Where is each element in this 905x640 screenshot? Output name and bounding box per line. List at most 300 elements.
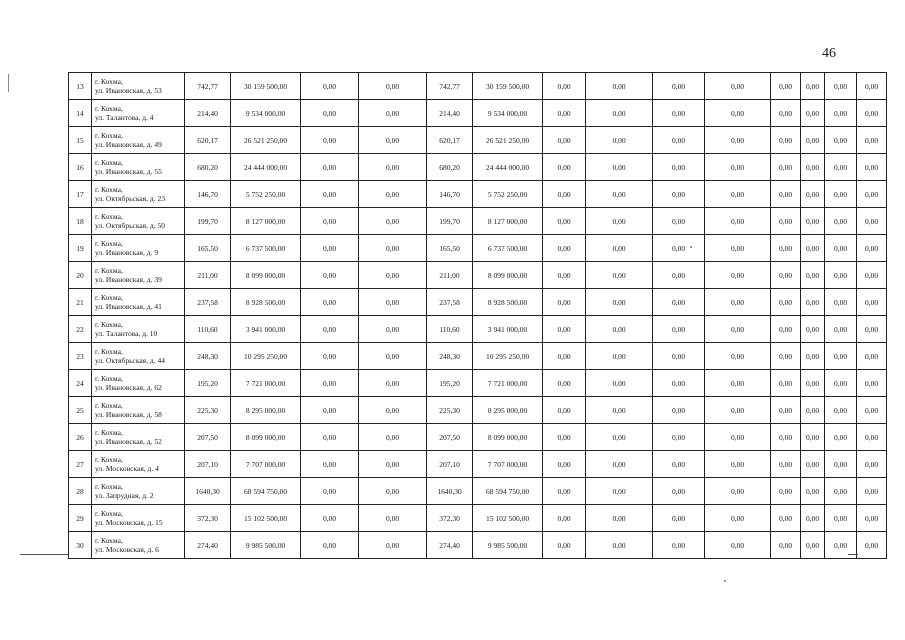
value-cell: 0,00: [705, 370, 771, 397]
value-cell: 0,00: [705, 181, 771, 208]
table-row: [69, 127, 887, 154]
value-cell: 0,00: [586, 532, 653, 559]
value-cell: 0,00: [705, 208, 771, 235]
area-cell: 146,70: [185, 181, 231, 208]
value-cell: 0,00: [301, 451, 359, 478]
value-cell: 0,00: [857, 73, 887, 100]
value-cell: 0,00: [705, 397, 771, 424]
value-cell: 0,00: [543, 316, 586, 343]
value-cell: 0,00: [857, 262, 887, 289]
value-cell: 0,00: [653, 100, 705, 127]
cost-cell: 7 721 000,00: [231, 370, 301, 397]
area-repeat-cell: 372,30: [427, 505, 473, 532]
value-cell: 0,00: [586, 100, 653, 127]
scan-speck: [724, 580, 726, 582]
value-cell: 0,00: [857, 127, 887, 154]
table-row: [69, 397, 887, 424]
value-cell: 0,00: [857, 343, 887, 370]
cost-cell: 5 752 250,00: [231, 181, 301, 208]
value-cell: 0,00: [543, 289, 586, 316]
value-cell: 0,00: [543, 532, 586, 559]
cost-repeat-cell: 6 737 500,00: [473, 235, 543, 262]
cost-cell: 15 102 500,00: [231, 505, 301, 532]
row-number-cell: 13: [69, 73, 92, 100]
area-repeat-cell: 274,40: [427, 532, 473, 559]
area-cell: 620,17: [185, 127, 231, 154]
cost-cell: 26 521 250,00: [231, 127, 301, 154]
value-cell: 0,00: [301, 316, 359, 343]
row-number-cell: 14: [69, 100, 92, 127]
value-cell: 0,00: [771, 451, 801, 478]
area-cell: 110,60: [185, 316, 231, 343]
value-cell: 0,00: [825, 451, 857, 478]
value-cell: 0,00: [301, 478, 359, 505]
value-cell: 0,00: [825, 289, 857, 316]
value-cell: 0,00: [301, 127, 359, 154]
address-cell: [92, 370, 185, 397]
address-street: ул. Ивановская, д. 55: [95, 167, 162, 176]
row-number-cell: 21: [69, 289, 92, 316]
value-cell: 0,00: [825, 397, 857, 424]
cost-cell: 3 941 000,00: [231, 316, 301, 343]
value-cell: 0,00: [801, 505, 825, 532]
value-cell: 0,00: [771, 343, 801, 370]
address-city: г. Кохма,: [95, 266, 123, 275]
row-number-cell: 22: [69, 316, 92, 343]
address-cell: [92, 532, 185, 559]
value-cell: 0,00: [825, 100, 857, 127]
value-cell: 0,00: [543, 370, 586, 397]
value-cell: 0,00: [825, 127, 857, 154]
value-cell: 0,00: [825, 532, 857, 559]
value-cell: 0,00: [586, 451, 653, 478]
value-cell: 0,00: [586, 262, 653, 289]
table-row: [69, 370, 887, 397]
value-cell: 0,00: [301, 505, 359, 532]
address-cell: [92, 154, 185, 181]
address-city: г. Кохма,: [95, 428, 123, 437]
value-cell: 0,00: [359, 181, 427, 208]
table-row: [69, 262, 887, 289]
address-city: г. Кохма,: [95, 374, 123, 383]
value-cell: 0,00: [359, 343, 427, 370]
area-cell: 274,40: [185, 532, 231, 559]
address-street: ул. Ивановская, д. 53: [95, 86, 162, 95]
value-cell: 0,00: [801, 532, 825, 559]
area-cell: 237,58: [185, 289, 231, 316]
cost-repeat-cell: 15 102 500,00: [473, 505, 543, 532]
area-cell: 211,00: [185, 262, 231, 289]
value-cell: 0,00: [359, 262, 427, 289]
value-cell: 0,00: [825, 424, 857, 451]
value-cell: 0,00: [771, 154, 801, 181]
value-cell: 0,00: [857, 370, 887, 397]
cost-repeat-cell: 7 721 000,00: [473, 370, 543, 397]
value-cell: 0,00: [653, 235, 705, 262]
value-cell: 0,00: [825, 73, 857, 100]
value-cell: 0,00: [801, 343, 825, 370]
address-city: г. Кохма,: [95, 482, 123, 491]
value-cell: 0,00: [359, 505, 427, 532]
value-cell: 0,00: [857, 100, 887, 127]
value-cell: 0,00: [301, 262, 359, 289]
address-street: ул. Московская, д. 15: [95, 518, 163, 527]
value-cell: 0,00: [771, 505, 801, 532]
value-cell: 0,00: [543, 208, 586, 235]
cost-repeat-cell: 30 159 500,00: [473, 73, 543, 100]
value-cell: 0,00: [653, 181, 705, 208]
value-cell: 0,00: [801, 397, 825, 424]
cost-cell: 9 534 000,00: [231, 100, 301, 127]
value-cell: 0,00: [801, 208, 825, 235]
row-number-cell: 19: [69, 235, 92, 262]
cost-repeat-cell: 26 521 250,00: [473, 127, 543, 154]
area-cell: 214,40: [185, 100, 231, 127]
value-cell: 0,00: [801, 370, 825, 397]
address-street: ул. Московская, д. 6: [95, 545, 159, 554]
value-cell: 0,00: [543, 73, 586, 100]
value-cell: 0,00: [653, 478, 705, 505]
value-cell: 0,00: [825, 181, 857, 208]
value-cell: 0,00: [857, 478, 887, 505]
address-cell: [92, 181, 185, 208]
value-cell: 0,00: [857, 424, 887, 451]
address-cell: [92, 100, 185, 127]
value-cell: 0,00: [653, 208, 705, 235]
value-cell: 0,00: [301, 235, 359, 262]
scan-speck: [690, 246, 692, 248]
scan-line-left: [20, 554, 68, 555]
area-cell: 1640,30: [185, 478, 231, 505]
value-cell: 0,00: [301, 181, 359, 208]
value-cell: 0,00: [653, 154, 705, 181]
row-number-cell: 17: [69, 181, 92, 208]
row-number-cell: 28: [69, 478, 92, 505]
area-cell: 195,20: [185, 370, 231, 397]
value-cell: 0,00: [825, 235, 857, 262]
value-cell: 0,00: [359, 478, 427, 505]
value-cell: 0,00: [705, 127, 771, 154]
value-cell: 0,00: [857, 451, 887, 478]
address-street: ул. Московская, д. 4: [95, 464, 159, 473]
area-repeat-cell: 207,50: [427, 424, 473, 451]
area-cell: 680,20: [185, 154, 231, 181]
cost-cell: 10 295 250,00: [231, 343, 301, 370]
value-cell: 0,00: [543, 478, 586, 505]
row-number-cell: 15: [69, 127, 92, 154]
value-cell: 0,00: [359, 73, 427, 100]
cost-repeat-cell: 68 594 750,00: [473, 478, 543, 505]
address-cell: [92, 316, 185, 343]
area-cell: 742,77: [185, 73, 231, 100]
value-cell: 0,00: [771, 289, 801, 316]
cost-repeat-cell: 8 295 000,00: [473, 397, 543, 424]
value-cell: 0,00: [705, 235, 771, 262]
cost-repeat-cell: 8 099 000,00: [473, 424, 543, 451]
table-row: [69, 316, 887, 343]
area-cell: 207,10: [185, 451, 231, 478]
value-cell: 0,00: [825, 262, 857, 289]
value-cell: 0,00: [801, 73, 825, 100]
value-cell: 0,00: [359, 235, 427, 262]
value-cell: 0,00: [653, 289, 705, 316]
table-row: [69, 208, 887, 235]
value-cell: 0,00: [301, 154, 359, 181]
value-cell: 0,00: [359, 100, 427, 127]
housing-register-table: [68, 72, 887, 559]
value-cell: 0,00: [771, 316, 801, 343]
table-row: [69, 154, 887, 181]
value-cell: 0,00: [543, 235, 586, 262]
value-cell: 0,00: [771, 478, 801, 505]
address-city: г. Кохма,: [95, 347, 123, 356]
cost-cell: 8 127 000,00: [231, 208, 301, 235]
value-cell: 0,00: [705, 532, 771, 559]
address-cell: [92, 73, 185, 100]
cost-repeat-cell: 8 099 000,00: [473, 262, 543, 289]
value-cell: 0,00: [586, 208, 653, 235]
value-cell: 0,00: [653, 532, 705, 559]
value-cell: 0,00: [771, 370, 801, 397]
address-cell: [92, 478, 185, 505]
value-cell: 0,00: [359, 424, 427, 451]
area-cell: 165,50: [185, 235, 231, 262]
table-row: [69, 100, 887, 127]
table-body: [69, 73, 887, 559]
address-cell: [92, 127, 185, 154]
address-street: ул. Ивановская, д. 9: [95, 248, 159, 257]
value-cell: 0,00: [771, 181, 801, 208]
value-cell: 0,00: [801, 154, 825, 181]
table-row: [69, 532, 887, 559]
area-repeat-cell: 237,58: [427, 289, 473, 316]
value-cell: 0,00: [586, 478, 653, 505]
value-cell: 0,00: [586, 289, 653, 316]
value-cell: 0,00: [705, 154, 771, 181]
cost-cell: 8 099 000,00: [231, 424, 301, 451]
address-city: г. Кохма,: [95, 77, 123, 86]
address-street: ул. Талантова, д. 10: [95, 329, 158, 338]
value-cell: 0,00: [653, 127, 705, 154]
value-cell: 0,00: [586, 127, 653, 154]
value-cell: 0,00: [801, 127, 825, 154]
value-cell: 0,00: [801, 478, 825, 505]
value-cell: 0,00: [543, 451, 586, 478]
address-cell: [92, 424, 185, 451]
value-cell: 0,00: [857, 154, 887, 181]
value-cell: 0,00: [653, 343, 705, 370]
value-cell: 0,00: [801, 235, 825, 262]
cost-cell: 6 737 500,00: [231, 235, 301, 262]
area-cell: 199,70: [185, 208, 231, 235]
value-cell: 0,00: [301, 424, 359, 451]
table-row: [69, 424, 887, 451]
cost-cell: 30 159 500,00: [231, 73, 301, 100]
cost-cell: 8 928 500,00: [231, 289, 301, 316]
address-city: г. Кохма,: [95, 239, 123, 248]
address-city: г. Кохма,: [95, 320, 123, 329]
cost-repeat-cell: 8 928 500,00: [473, 289, 543, 316]
value-cell: 0,00: [825, 343, 857, 370]
address-cell: [92, 289, 185, 316]
cost-repeat-cell: 8 127 000,00: [473, 208, 543, 235]
value-cell: 0,00: [359, 289, 427, 316]
address-city: г. Кохма,: [95, 401, 123, 410]
value-cell: 0,00: [705, 478, 771, 505]
value-cell: 0,00: [857, 532, 887, 559]
address-street: ул. Талантова, д. 4: [95, 113, 154, 122]
row-number-cell: 30: [69, 532, 92, 559]
value-cell: 0,00: [543, 505, 586, 532]
value-cell: 0,00: [771, 262, 801, 289]
value-cell: 0,00: [825, 478, 857, 505]
row-number-cell: 24: [69, 370, 92, 397]
value-cell: 0,00: [705, 343, 771, 370]
page-number: 46: [822, 46, 836, 61]
row-number-cell: 18: [69, 208, 92, 235]
area-repeat-cell: 248,30: [427, 343, 473, 370]
address-city: г. Кохма,: [95, 293, 123, 302]
area-cell: 372,30: [185, 505, 231, 532]
cost-cell: 24 444 000,00: [231, 154, 301, 181]
area-repeat-cell: 110,60: [427, 316, 473, 343]
value-cell: 0,00: [301, 397, 359, 424]
value-cell: 0,00: [301, 343, 359, 370]
area-repeat-cell: 620,17: [427, 127, 473, 154]
cost-cell: 68 594 750,00: [231, 478, 301, 505]
address-street: ул. Октябрьская, д. 23: [95, 194, 165, 203]
value-cell: 0,00: [586, 505, 653, 532]
address-cell: [92, 343, 185, 370]
address-cell: [92, 235, 185, 262]
value-cell: 0,00: [301, 370, 359, 397]
row-number-cell: 27: [69, 451, 92, 478]
value-cell: 0,00: [825, 208, 857, 235]
area-repeat-cell: 207,10: [427, 451, 473, 478]
value-cell: 0,00: [801, 316, 825, 343]
address-street: ул. Октябрьская, д. 50: [95, 221, 165, 230]
address-city: г. Кохма,: [95, 212, 123, 221]
value-cell: 0,00: [586, 397, 653, 424]
address-cell: [92, 208, 185, 235]
value-cell: 0,00: [771, 235, 801, 262]
value-cell: 0,00: [705, 289, 771, 316]
address-cell: [92, 262, 185, 289]
value-cell: 0,00: [801, 451, 825, 478]
value-cell: 0,00: [586, 424, 653, 451]
table-row: [69, 478, 887, 505]
value-cell: 0,00: [653, 505, 705, 532]
value-cell: 0,00: [586, 370, 653, 397]
area-repeat-cell: 165,50: [427, 235, 473, 262]
value-cell: 0,00: [653, 316, 705, 343]
value-cell: 0,00: [801, 100, 825, 127]
value-cell: 0,00: [705, 100, 771, 127]
value-cell: 0,00: [857, 235, 887, 262]
scan-edge-mark: [8, 74, 9, 92]
value-cell: 0,00: [543, 424, 586, 451]
value-cell: 0,00: [771, 73, 801, 100]
area-repeat-cell: 1640,30: [427, 478, 473, 505]
cost-repeat-cell: 5 752 250,00: [473, 181, 543, 208]
value-cell: 0,00: [653, 451, 705, 478]
value-cell: 0,00: [301, 208, 359, 235]
cost-repeat-cell: 7 707 000,00: [473, 451, 543, 478]
value-cell: 0,00: [359, 451, 427, 478]
cost-repeat-cell: 24 444 000,00: [473, 154, 543, 181]
value-cell: 0,00: [543, 100, 586, 127]
table-row: [69, 451, 887, 478]
row-number-cell: 23: [69, 343, 92, 370]
table-row: [69, 505, 887, 532]
cost-repeat-cell: 9 534 000,00: [473, 100, 543, 127]
row-number-cell: 25: [69, 397, 92, 424]
address-street: ул. Ивановская, д. 49: [95, 140, 162, 149]
value-cell: 0,00: [301, 289, 359, 316]
area-repeat-cell: 214,40: [427, 100, 473, 127]
value-cell: 0,00: [771, 532, 801, 559]
value-cell: 0,00: [359, 208, 427, 235]
value-cell: 0,00: [771, 208, 801, 235]
value-cell: 0,00: [801, 289, 825, 316]
value-cell: 0,00: [771, 100, 801, 127]
value-cell: 0,00: [359, 532, 427, 559]
value-cell: 0,00: [801, 424, 825, 451]
area-repeat-cell: 680,20: [427, 154, 473, 181]
area-repeat-cell: 211,00: [427, 262, 473, 289]
address-street: ул. Ивановская, д. 41: [95, 302, 162, 311]
value-cell: 0,00: [653, 424, 705, 451]
value-cell: 0,00: [301, 100, 359, 127]
value-cell: 0,00: [825, 505, 857, 532]
value-cell: 0,00: [771, 397, 801, 424]
value-cell: 0,00: [857, 505, 887, 532]
area-repeat-cell: 742,77: [427, 73, 473, 100]
address-cell: [92, 505, 185, 532]
address-city: г. Кохма,: [95, 158, 123, 167]
value-cell: 0,00: [586, 235, 653, 262]
address-cell: [92, 397, 185, 424]
address-city: г. Кохма,: [95, 131, 123, 140]
value-cell: 0,00: [543, 397, 586, 424]
area-repeat-cell: 195,20: [427, 370, 473, 397]
row-number-cell: 16: [69, 154, 92, 181]
cost-repeat-cell: 10 295 250,00: [473, 343, 543, 370]
value-cell: 0,00: [301, 73, 359, 100]
value-cell: 0,00: [857, 208, 887, 235]
address-street: ул. Ивановская, д. 39: [95, 275, 162, 284]
value-cell: 0,00: [825, 154, 857, 181]
area-cell: 248,30: [185, 343, 231, 370]
cost-cell: 8 295 000,00: [231, 397, 301, 424]
value-cell: 0,00: [653, 262, 705, 289]
cost-cell: 8 099 000,00: [231, 262, 301, 289]
row-number-cell: 29: [69, 505, 92, 532]
value-cell: 0,00: [771, 424, 801, 451]
value-cell: 0,00: [359, 154, 427, 181]
address-city: г. Кохма,: [95, 455, 123, 464]
area-repeat-cell: 225,30: [427, 397, 473, 424]
address-city: г. Кохма,: [95, 185, 123, 194]
scan-line-right: [848, 554, 858, 555]
value-cell: 0,00: [543, 262, 586, 289]
address-city: г. Кохма,: [95, 104, 123, 113]
table-row: [69, 289, 887, 316]
value-cell: 0,00: [543, 127, 586, 154]
value-cell: 0,00: [857, 289, 887, 316]
value-cell: 0,00: [857, 181, 887, 208]
value-cell: 0,00: [543, 343, 586, 370]
